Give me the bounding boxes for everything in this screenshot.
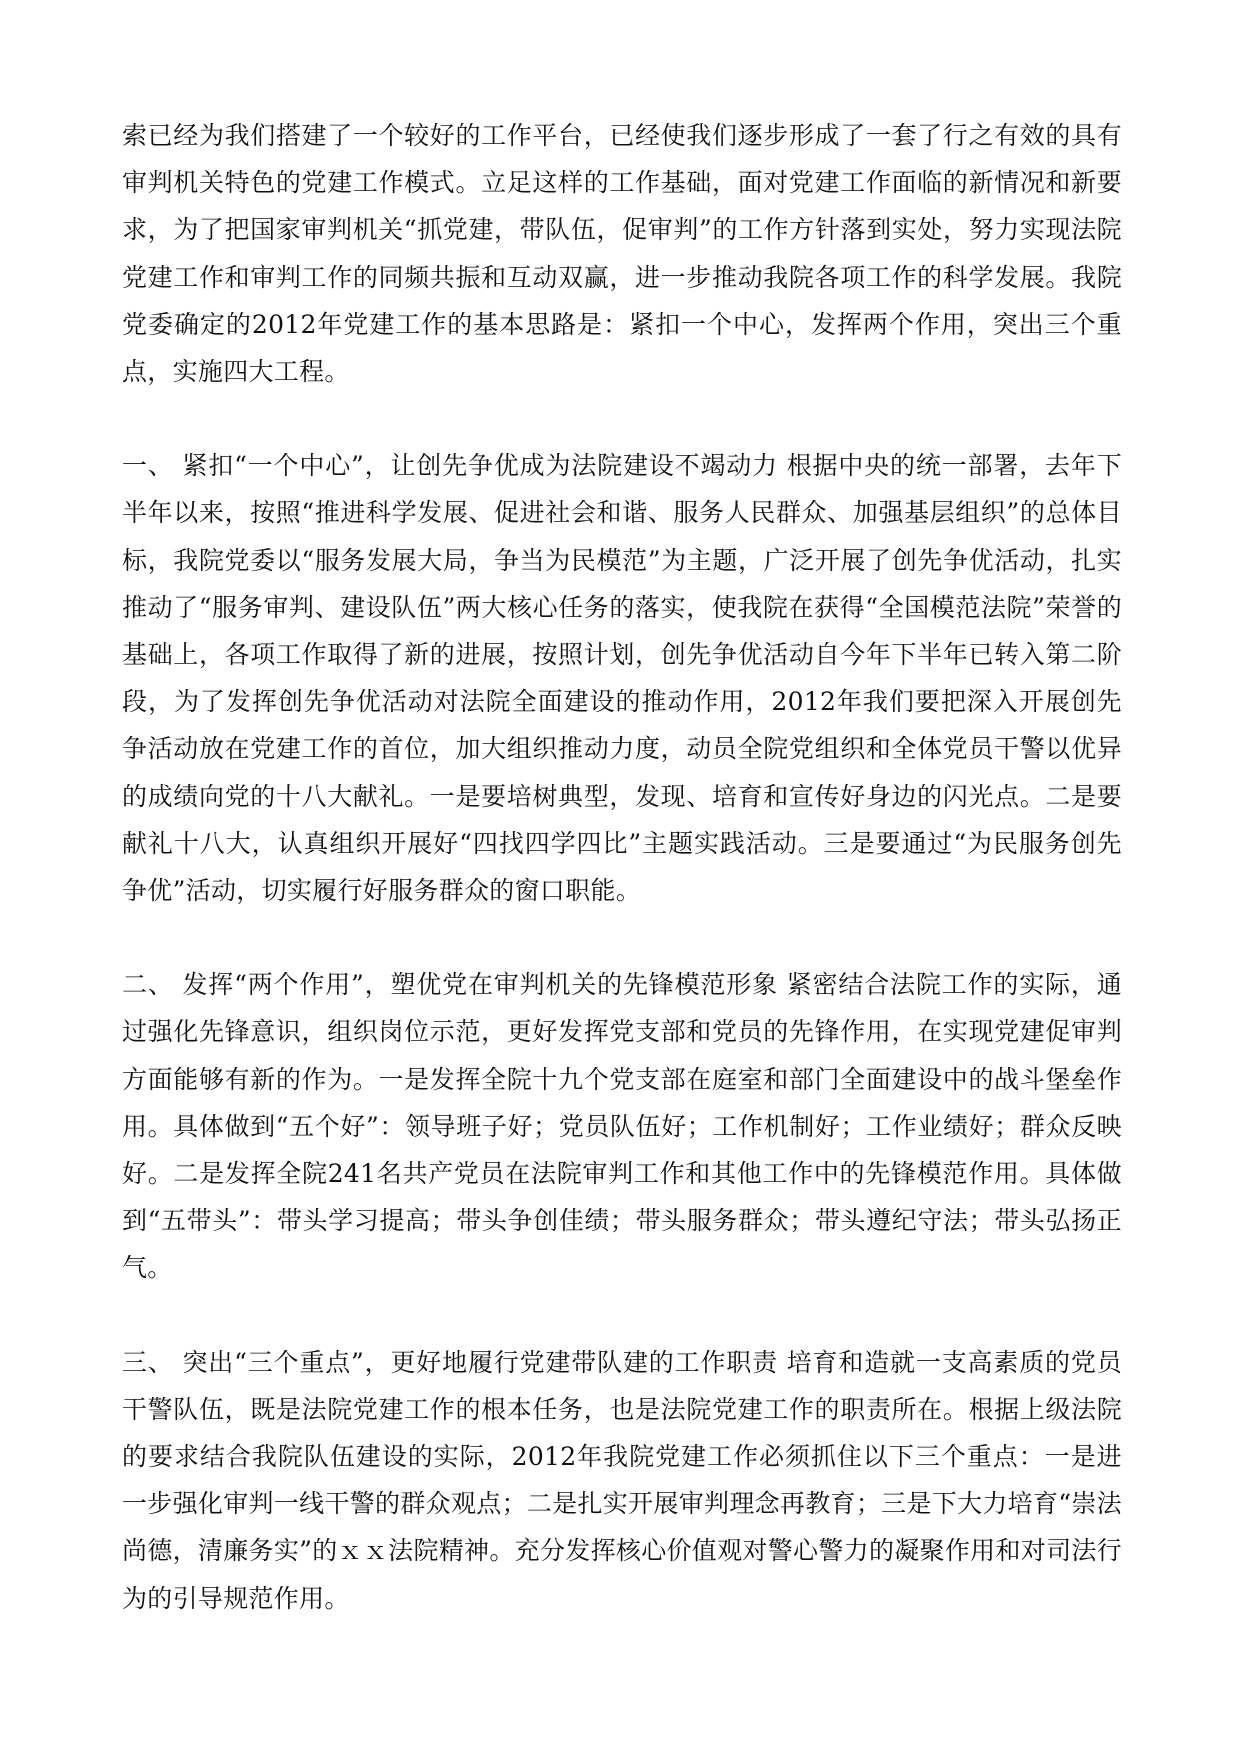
section-3-paragraph: 三、 突出“三个重点”，更好地履行党建带队建的工作职责 培育和造就一支高素质的党员干警队伍，既是法院党建工作的根本任务，也是法院党建工作的职责所在。根据上级法院的要求结合我院队伍建设的实际，2012年我院党建工作必须抓住以下三个重点：一是进一步强化审判一线干警的群众观点；二是扎实开展审判理念再教育；三是下大力培育“崇法尚德，清廉务实”的ｘｘ法院精神。充分发挥核心价值观对警心警力的凝聚作用和对司法行为的引导规范作用。	[122, 1347, 1122, 1613]
section-1-paragraph: 一、 紧扣“一个中心”，让创先争优成为法院建设不竭动力 根据中央的统一部署，去年下半年以来，按照“推进科学发展、促进社会和谐、服务人民群众、加强基层组织”的总体目标，我院党委以“服务发展大局，争当为民模范”为主题，广泛开展了创先争优活动，扎实推动了“服务审判、建设队伍”两大核心任务的落实，使我院在获得“全国模范法院”荣誉的基础上，各项工作取得了新的进展，按照计划，创先争优活动自今年下半年已转入第二阶段，为了发挥创先争优活动对法院全面建设的推动作用，2012年我们要把深入开展创先争活动放在党建工作的首位，加大组织推动力度，动员全院党组织和全体党员干警以优异的成绩向党的十八大献礼。一是要培树典型，发现、培育和宣传好身边的闪光点。二是要献礼十八大，认真组织开展好“四找四学四比”主题实践活动。三是要通过“为民服务创先争优”活动，切实履行好服务群众的窗口职能。	[122, 451, 1122, 906]
paragraph-spacer	[122, 395, 1122, 442]
section-2-paragraph: 二、 发挥“两个作用”，塑优党在审判机关的先锋模范形象 紧密结合法院工作的实际，通过强化先锋意识，组织岗位示范，更好发挥党支部和党员的先锋作用，在实现党建促审判方面能够有新的作为。一是发挥全院十九个党支部在庭室和部门全面建设中的战斗堡垒作用。具体做到“五个好”：领导班子好；党员队伍好；工作机制好；工作业绩好；群众反映好。二是发挥全院241名共产党员在法院审判工作和其他工作中的先锋模范作用。具体做到“五带头”：带头学习提高；带头争创佳绩；带头服务群众；带头遵纪守法；带头弘扬正气。	[122, 970, 1122, 1283]
intro-paragraph: 索已经为我们搭建了一个较好的工作平台，已经使我们逐步形成了一套了行之有效的具有审判机关特色的党建工作模式。立足这样的工作基础，面对党建工作面临的新情况和新要求，为了把国家审判机关“抓党建，带队伍，促审判”的工作方针落到实处，努力实现法院党建工作和审判工作的同频共振和互动双赢，进一步推动我院各项工作的科学发展。我院党委确定的2012年党建工作的基本思路是：紧扣一个中心，发挥两个作用，突出三个重点，实施四大工程。	[122, 121, 1122, 387]
paragraph-spacer	[122, 914, 1122, 961]
paragraph-spacer	[122, 1292, 1122, 1339]
document-body	[122, 112, 1122, 1622]
